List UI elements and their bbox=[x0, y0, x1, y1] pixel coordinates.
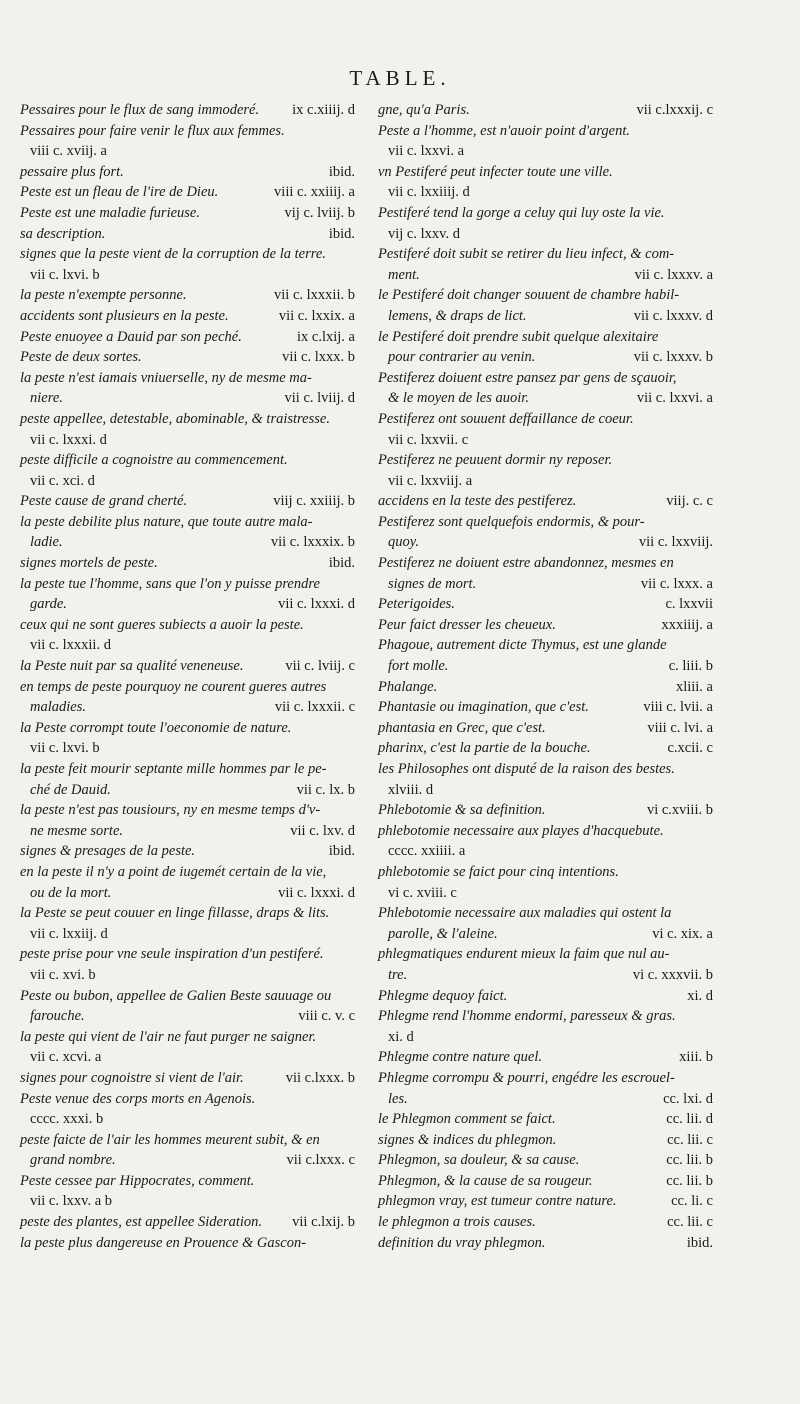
entry-text: farouche. bbox=[30, 1008, 85, 1025]
entry-text: Peste a l'homme, est n'auoir point d'argent. bbox=[378, 122, 631, 139]
index-entry bbox=[378, 100, 713, 121]
entry-reference: vi c.xviii. b bbox=[646, 802, 713, 819]
index-entry bbox=[20, 306, 355, 327]
entry-text: phlegmatiques endurent mieux la faim que nul au- bbox=[378, 946, 670, 963]
entry-reference: xliii. a bbox=[675, 678, 713, 695]
index-entry bbox=[20, 1089, 355, 1130]
index-entry bbox=[20, 800, 355, 841]
entry-reference: viii c. v. c bbox=[298, 1008, 355, 1025]
entry-reference: xxxiiij. a bbox=[661, 616, 713, 633]
entry-reference: vii c. lxxviij. bbox=[638, 534, 713, 551]
index-entry bbox=[378, 1047, 713, 1068]
index-entry bbox=[378, 553, 713, 594]
entry-reference: vii c. lxxv. a b bbox=[30, 1193, 113, 1210]
index-entry bbox=[20, 615, 355, 656]
entry-reference: vii c. lxxxii. b bbox=[274, 287, 355, 304]
entry-text: en la peste il n'y a point de iugemét certain de la vie, bbox=[20, 863, 327, 880]
left-index-column bbox=[20, 100, 355, 1253]
entry-reference: vij c. lxxv. d bbox=[388, 225, 460, 242]
entry-text: Pestiferé doit subit se retirer du lieu infect, & com- bbox=[378, 246, 675, 263]
entry-text: lemens, & draps de lict. bbox=[388, 307, 527, 324]
index-entry bbox=[20, 718, 355, 759]
entry-text: Peste venue des corps morts en Agenois. bbox=[20, 1090, 256, 1107]
entry-reference: vii c. lxxviij. a bbox=[388, 472, 473, 489]
entry-text: Peterigoides. bbox=[378, 596, 455, 613]
index-entry bbox=[378, 162, 713, 203]
entry-text: le Pestiferé doit changer souuent de chambre habil- bbox=[378, 287, 680, 304]
index-entry bbox=[378, 697, 713, 718]
index-entry bbox=[378, 677, 713, 698]
index-entry bbox=[378, 615, 713, 636]
entry-reference: cc. lii. c bbox=[667, 1131, 713, 1148]
index-entry bbox=[378, 903, 713, 944]
entry-reference: cc. lii. d bbox=[666, 1111, 713, 1128]
entry-text: & le moyen de les auoir. bbox=[388, 390, 529, 407]
entry-text: signes pour cognoistre si vient de l'air. bbox=[20, 1069, 244, 1086]
index-entry bbox=[378, 121, 713, 162]
entry-text: la peste n'exempte personne. bbox=[20, 287, 187, 304]
entry-text: peste des plantes, est appellee Sideration. bbox=[20, 1214, 263, 1231]
entry-reference: viii c. xxiiij. a bbox=[274, 184, 355, 201]
entry-reference: ix c.xiiij. d bbox=[292, 102, 355, 118]
entry-text: signes & indices du phlegmon. bbox=[378, 1131, 557, 1148]
entry-text: les Philosophes ont disputé de la raison des bestes. bbox=[378, 761, 675, 777]
entry-reference: vii c. lxxix. a bbox=[278, 307, 355, 324]
entry-text: la peste qui vient de l'air ne faut purger ne saigner. bbox=[20, 1028, 317, 1045]
index-entry bbox=[20, 1130, 355, 1171]
index-entry bbox=[20, 347, 355, 368]
entry-text: Peste enuoyee a Dauid par son peché. bbox=[20, 328, 242, 345]
page-heading: TABLE. bbox=[349, 66, 451, 90]
index-entry bbox=[20, 553, 355, 574]
index-entry bbox=[378, 862, 713, 903]
entry-reference: vii c. lxxvi. a bbox=[636, 390, 713, 407]
entry-text: sa description. bbox=[20, 225, 106, 242]
index-entry bbox=[20, 285, 355, 306]
entry-text: Phlegmon, sa douleur, & sa cause. bbox=[378, 1152, 580, 1169]
entry-reference: vii c.lxxx. b bbox=[285, 1069, 355, 1086]
entry-text: Pestiferé tend la gorge a celuy qui luy oste la vie. bbox=[378, 204, 665, 221]
entry-reference: viii c. xviij. a bbox=[30, 143, 107, 160]
entry-text: ou de la mort. bbox=[30, 884, 112, 901]
entry-reference: vii c. lxxvii. c bbox=[388, 431, 469, 448]
entry-text: Phlebotomie & sa definition. bbox=[378, 802, 546, 819]
entry-text: Peste est une maladie furieuse. bbox=[20, 204, 200, 221]
entry-text: pour contrarier au venin. bbox=[388, 349, 536, 366]
entry-text: Pestiferez sont quelquefois endormis, & pour- bbox=[378, 513, 645, 530]
entry-reference: vii c. lviij. c bbox=[285, 658, 355, 675]
entry-reference: vii c. lxxxi. d bbox=[278, 596, 355, 613]
entry-reference: vii c. lxxvi. a bbox=[388, 143, 465, 160]
entry-reference: ibid. bbox=[328, 843, 355, 860]
entry-reference: vii c. lxxxv. b bbox=[633, 349, 713, 366]
entry-reference: vii c. lxxiij. d bbox=[30, 925, 108, 942]
index-entry bbox=[20, 512, 355, 553]
entry-text: tre. bbox=[388, 966, 408, 983]
entry-text: peste prise pour vne seule inspiration d'un pestiferé. bbox=[20, 946, 324, 963]
entry-reference: vii c. lxxx. a bbox=[640, 575, 713, 592]
entry-text: Peste est un fleau de l'ire de Dieu. bbox=[20, 184, 219, 201]
index-entry bbox=[20, 841, 355, 862]
entry-text: la peste plus dangereuse en Prouence & Gascon- bbox=[20, 1234, 307, 1251]
index-entry bbox=[378, 285, 713, 326]
entry-text: gne, qu'a Paris. bbox=[378, 102, 470, 118]
entry-reference: vi c. xix. a bbox=[652, 925, 713, 942]
entry-reference: vii c. lviij. d bbox=[284, 390, 355, 407]
entry-reference: cc. li. c bbox=[671, 1193, 713, 1210]
entry-text: Peste ou bubon, appellee de Galien Beste sauuage ou bbox=[20, 987, 332, 1004]
entry-reference: xlviii. d bbox=[388, 781, 434, 798]
entry-text: Phlegme corrompu & pourri, engédre les escrouel- bbox=[378, 1069, 675, 1086]
index-entry bbox=[20, 1212, 355, 1233]
index-entry bbox=[20, 491, 355, 512]
index-entry bbox=[20, 182, 355, 203]
entry-reference: vii c. lxv. d bbox=[290, 822, 355, 839]
entry-text: signes & presages de la peste. bbox=[20, 843, 196, 860]
entry-text: accidens en la teste des pestiferez. bbox=[378, 493, 577, 510]
entry-text: le Phlegmon comment se faict. bbox=[378, 1111, 556, 1128]
entry-text: la Peste nuit par sa qualité veneneuse. bbox=[20, 658, 244, 675]
entry-text: Pestiferez ne doiuent estre abandonnez, mesmes en bbox=[378, 555, 674, 572]
entry-reference: cc. lii. c bbox=[667, 1214, 713, 1231]
entry-text: ché de Dauid. bbox=[30, 781, 111, 798]
entry-reference: vii c.lxij. b bbox=[292, 1214, 355, 1231]
entry-reference: viii c. lvi. a bbox=[647, 719, 713, 736]
entry-text: peste difficile a cognoistre au commencement. bbox=[20, 452, 288, 469]
index-entry bbox=[20, 450, 355, 491]
entry-reference: xi. d bbox=[388, 1028, 414, 1045]
entry-reference: vii c.lxxxij. c bbox=[636, 102, 713, 118]
entry-reference: vii c. lxxxi. d bbox=[278, 884, 355, 901]
entry-text: phlebotomie se faict pour cinq intentions. bbox=[378, 863, 619, 880]
entry-reference: ibid. bbox=[686, 1234, 713, 1251]
entry-text: Pestiferez doiuent estre pansez par gens de sçauoir, bbox=[378, 369, 677, 386]
index-entry bbox=[378, 327, 713, 368]
entry-reference: cc. lii. b bbox=[666, 1152, 713, 1169]
entry-reference: vii c. lxxxv. d bbox=[633, 307, 713, 324]
entry-text: fort molle. bbox=[388, 658, 449, 675]
index-entry bbox=[378, 944, 713, 985]
entry-reference: vii c. lxxiiij. d bbox=[388, 184, 470, 201]
entry-text: vn Pestiferé peut infecter toute une ville. bbox=[378, 163, 613, 180]
entry-text: parolle, & l'aleine. bbox=[388, 925, 498, 942]
index-entry bbox=[20, 224, 355, 245]
index-entry bbox=[20, 203, 355, 224]
entry-text: Pessaires pour le flux de sang immoderé. bbox=[20, 102, 260, 118]
entry-text: la peste n'est pas tousiours, ny en mesme temps d'v- bbox=[20, 802, 321, 819]
index-entry bbox=[20, 986, 355, 1027]
entry-text: la peste n'est iamais vniuerselle, ny de mesme ma- bbox=[20, 369, 312, 386]
right-index-column bbox=[378, 100, 713, 1253]
entry-text: la Peste se peut couuer en linge fillasse, draps & lits. bbox=[20, 905, 330, 922]
entry-text: la Peste corrompt toute l'oeconomie de nature. bbox=[20, 719, 292, 736]
entry-reference: c. liii. b bbox=[668, 658, 713, 675]
index-entry bbox=[20, 368, 355, 409]
entry-text: Phlegme dequoy faict. bbox=[378, 987, 508, 1004]
entry-text: la peste debilite plus nature, que toute autre mala- bbox=[20, 513, 313, 530]
index-entry bbox=[20, 1233, 355, 1254]
index-entry bbox=[378, 718, 713, 739]
entry-reference: vii c. xvi. b bbox=[30, 966, 96, 983]
index-entry bbox=[378, 1109, 713, 1130]
index-entry bbox=[20, 121, 355, 162]
index-entry bbox=[20, 574, 355, 615]
index-entry bbox=[378, 1171, 713, 1192]
index-entry bbox=[378, 450, 713, 491]
index-entry bbox=[378, 738, 713, 759]
entry-reference: c. lxxvii bbox=[665, 596, 713, 613]
index-entry bbox=[20, 944, 355, 985]
index-entry bbox=[378, 800, 713, 821]
entry-reference: vij c. lviij. b bbox=[284, 204, 355, 221]
entry-text: Phlebotomie necessaire aux maladies qui ostent la bbox=[378, 905, 672, 922]
entry-text: peste appellee, detestable, abominable, & traistresse. bbox=[20, 410, 330, 427]
entry-text: accidents sont plusieurs en la peste. bbox=[20, 307, 229, 324]
entry-text: la peste tue l'homme, sans que l'on y puisse prendre bbox=[20, 575, 320, 592]
index-entry bbox=[20, 903, 355, 944]
index-entry bbox=[378, 203, 713, 244]
index-entry bbox=[378, 1233, 713, 1254]
entry-reference: vii c. lxxxix. b bbox=[270, 534, 355, 551]
entry-text: Pessaires pour faire venir le flux aux femmes. bbox=[20, 122, 285, 139]
entry-reference: viij. c. c bbox=[666, 493, 713, 510]
entry-reference: cc. lxi. d bbox=[663, 1090, 713, 1107]
entry-text: niere. bbox=[30, 390, 63, 407]
entry-text: Phlegme rend l'homme endormi, paresseux & gras. bbox=[378, 1008, 676, 1025]
entry-text: signes mortels de peste. bbox=[20, 555, 158, 572]
index-entry bbox=[378, 986, 713, 1007]
index-entry bbox=[378, 491, 713, 512]
entry-text: Phantasie ou imagination, que c'est. bbox=[378, 699, 589, 716]
entry-text: ladie. bbox=[30, 534, 63, 551]
entry-text: pessaire plus fort. bbox=[20, 163, 124, 180]
index-entry bbox=[378, 1006, 713, 1047]
entry-text: garde. bbox=[30, 596, 67, 613]
entry-reference: xiii. b bbox=[679, 1049, 713, 1066]
entry-reference: vii c. lx. b bbox=[296, 781, 355, 798]
entry-reference: vi c. xxxvii. b bbox=[632, 966, 713, 983]
entry-reference: viij c. xxiiij. b bbox=[273, 493, 355, 510]
entry-text: Pestiferez ne peuuent dormir ny reposer. bbox=[378, 452, 613, 469]
entry-text: signes que la peste vient de la corruption de la terre. bbox=[20, 246, 326, 263]
index-entry bbox=[378, 759, 713, 800]
entry-reference: vii c. lxxxii. d bbox=[30, 637, 111, 654]
index-entry bbox=[378, 512, 713, 553]
index-entry bbox=[20, 100, 355, 121]
index-entry bbox=[378, 1150, 713, 1171]
index-entry bbox=[378, 821, 713, 862]
entry-text: ne mesme sorte. bbox=[30, 822, 124, 839]
index-entry bbox=[20, 409, 355, 450]
index-entry bbox=[378, 1130, 713, 1151]
entry-reference: vii c. lxxx. b bbox=[282, 349, 355, 366]
entry-text: les. bbox=[388, 1090, 408, 1107]
entry-text: la peste feit mourir septante mille hommes par le pe- bbox=[20, 761, 327, 777]
entry-text: phlegmon vray, est tumeur contre nature. bbox=[378, 1193, 617, 1210]
entry-text: ment. bbox=[388, 266, 420, 283]
entry-reference: viii c. lvii. a bbox=[643, 699, 713, 716]
entry-text: peste faicte de l'air les hommes meurent subit, & en bbox=[20, 1131, 320, 1148]
entry-text: maladies. bbox=[30, 699, 86, 716]
entry-text: Phlegme contre nature quel. bbox=[378, 1049, 543, 1066]
entry-text: Phalange. bbox=[378, 678, 438, 695]
entry-text: en temps de peste pourquoy ne courent gueres autres bbox=[20, 678, 327, 695]
entry-text: Peste de deux sortes. bbox=[20, 349, 142, 366]
entry-reference: vii c.lxxx. c bbox=[286, 1152, 355, 1169]
entry-reference: vii c. lxvi. b bbox=[30, 266, 100, 283]
index-entry bbox=[20, 244, 355, 285]
entry-reference: ibid. bbox=[328, 555, 355, 572]
entry-text: definition du vray phlegmon. bbox=[378, 1234, 546, 1251]
index-entry bbox=[378, 1191, 713, 1212]
entry-reference: cccc. xxiiii. a bbox=[388, 843, 466, 860]
index-entry bbox=[378, 409, 713, 450]
entry-reference: cccc. xxxi. b bbox=[30, 1111, 104, 1128]
entry-text: le phlegmon a trois causes. bbox=[378, 1214, 536, 1231]
entry-reference: vii c. lxvi. b bbox=[30, 740, 100, 757]
index-entry bbox=[20, 162, 355, 183]
entry-reference: xi. d bbox=[687, 987, 713, 1004]
entry-text: Pestiferez ont souuent deffaillance de coeur. bbox=[378, 410, 634, 427]
index-entry bbox=[20, 862, 355, 903]
entry-text: Peste cause de grand cherté. bbox=[20, 493, 188, 510]
index-entry bbox=[378, 594, 713, 615]
index-entry bbox=[378, 244, 713, 285]
entry-reference: c.xcii. c bbox=[667, 740, 713, 757]
entry-reference: cc. lii. b bbox=[666, 1172, 713, 1189]
entry-text: le Pestiferé doit prendre subit quelque alexitaire bbox=[378, 328, 659, 345]
index-entry bbox=[20, 759, 355, 800]
index-entry bbox=[20, 1027, 355, 1068]
entry-text: pharinx, c'est la partie de la bouche. bbox=[378, 740, 591, 757]
index-entry bbox=[378, 368, 713, 409]
entry-reference: ibid. bbox=[328, 225, 355, 242]
entry-text: Peur faict dresser les cheueux. bbox=[378, 616, 556, 633]
entry-text: grand nombre. bbox=[30, 1152, 116, 1169]
index-entry bbox=[378, 1212, 713, 1233]
entry-reference: vii c. lxxxv. a bbox=[634, 266, 713, 283]
entry-reference: vii c. xci. d bbox=[30, 472, 95, 489]
entry-reference: ibid. bbox=[328, 163, 355, 180]
index-entry bbox=[378, 1068, 713, 1109]
entry-reference: vii c. lxxxi. d bbox=[30, 431, 107, 448]
entry-reference: vi c. xviii. c bbox=[388, 884, 457, 901]
index-entry bbox=[20, 327, 355, 348]
index-entry bbox=[20, 677, 355, 718]
index-entry bbox=[20, 1068, 355, 1089]
index-entry bbox=[378, 635, 713, 676]
entry-reference: ix c.lxij. a bbox=[297, 328, 355, 345]
entry-text: quoy. bbox=[388, 534, 420, 551]
entry-reference: vii c. lxxxii. c bbox=[274, 699, 355, 716]
entry-reference: vii c. xcvi. a bbox=[30, 1049, 102, 1066]
entry-text: phlebotomie necessaire aux playes d'hacquebute. bbox=[378, 822, 664, 839]
entry-text: Phlegmon, & la cause de sa rougeur. bbox=[378, 1172, 593, 1189]
entry-text: signes de mort. bbox=[388, 575, 477, 592]
index-entry bbox=[20, 656, 355, 677]
index-entry bbox=[20, 1171, 355, 1212]
entry-text: Phagoue, autrement dicte Thymus, est une glande bbox=[378, 637, 667, 654]
entry-text: ceux qui ne sont gueres subiects a auoir la peste. bbox=[20, 616, 304, 633]
entry-text: phantasia en Grec, que c'est. bbox=[378, 719, 546, 736]
entry-text: Peste cessee par Hippocrates, comment. bbox=[20, 1172, 255, 1189]
